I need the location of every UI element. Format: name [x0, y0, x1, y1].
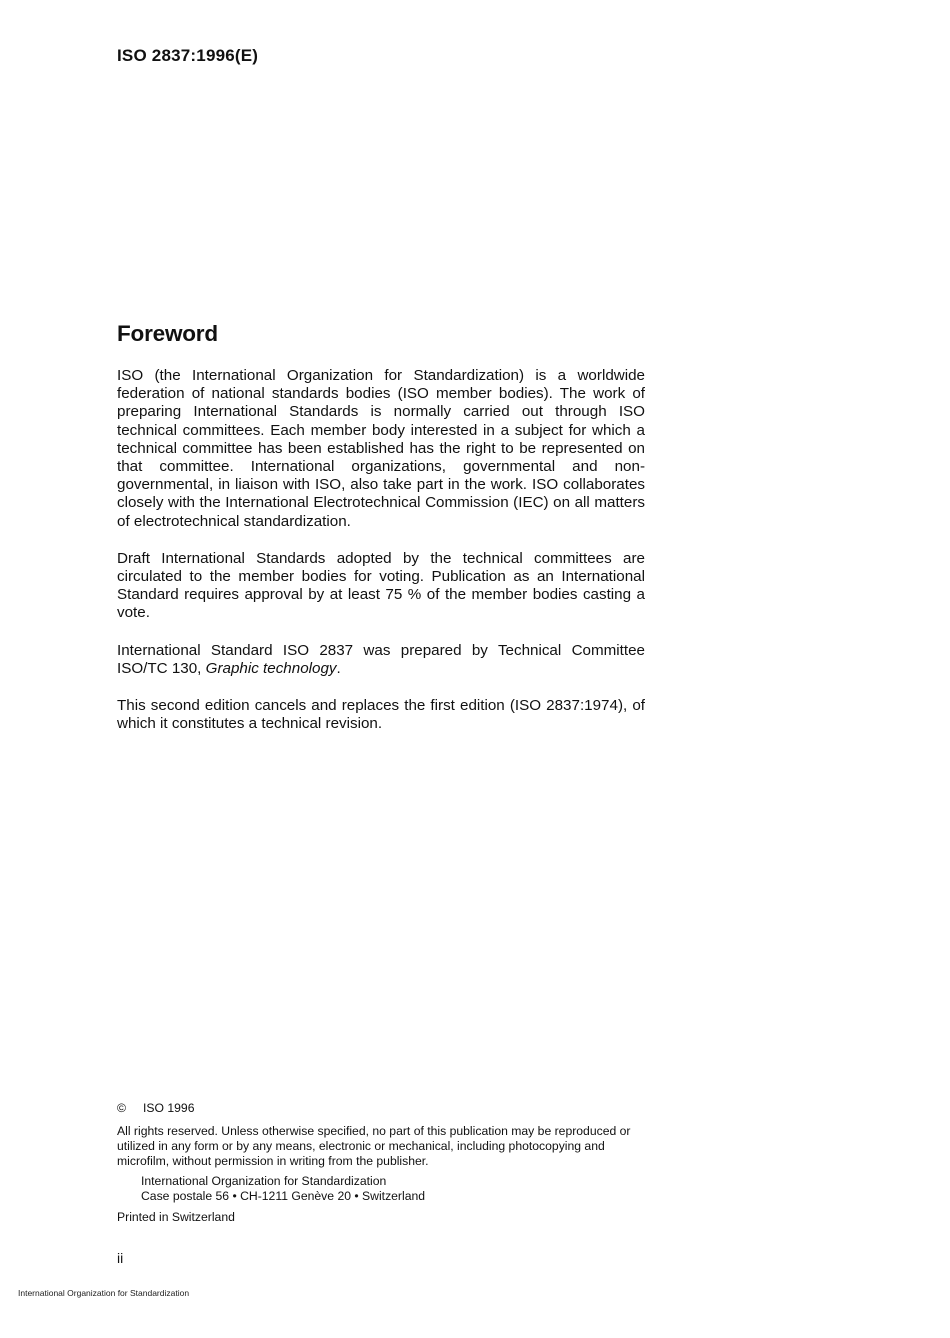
- copyright-year: ISO 1996: [143, 1101, 195, 1115]
- copyright-line: [117, 1101, 657, 1116]
- foreword-body: [117, 367, 645, 752]
- paragraph-3-text: International Standard ISO 2837 was prepared by Technical Committee ISO/TC 130,: [117, 641, 645, 677]
- foreword-paragraph-1: ISO (the International Organization for Standardization) is a worldwide federation of national standards bodies (ISO member bodies). The work of preparing International Standards is normally carried out through ISO technical committees. Each member body interested in a subject for which a technical committee has been established has the right to be represented on that committee. International organizations, governmental and non-governmental, in liaison with ISO, also take part in the work. ISO collaborates closely with the International Electrotechnical Commission (IEC) on all matters of electrotechnical standardization.: [117, 367, 645, 530]
- foreword-paragraph-3: [117, 642, 645, 678]
- copyright-icon: ©: [117, 1101, 126, 1115]
- publisher-location: Case postale 56 • CH-1211 Genève 20 • Switzerland: [141, 1189, 426, 1203]
- foreword-heading: Foreword: [117, 321, 218, 346]
- footer-note: International Organization for Standardization: [18, 1288, 190, 1298]
- printed-in: Printed in Switzerland: [117, 1210, 235, 1224]
- paragraph-3-end: .: [336, 659, 341, 677]
- rights-statement: All rights reserved. Unless otherwise specified, no part of this publication may be reproduced or utilized in any form or by any means, electronic or mechanical, including photocopying and microfilm, without permission in writing from the publisher.: [117, 1124, 631, 1168]
- document-code: ISO 2837:1996(E): [117, 46, 259, 65]
- copyright-block: [117, 1101, 657, 1225]
- publisher-name: International Organization for Standardization: [141, 1174, 387, 1188]
- foreword-paragraph-4: This second edition cancels and replaces the first edition (ISO 2837:1974), of which it constitutes a technical revision.: [117, 697, 645, 733]
- page-number: ii: [117, 1250, 124, 1266]
- committee-title: Graphic technology: [205, 659, 337, 677]
- publisher-address: [117, 1174, 657, 1204]
- foreword-paragraph-2: Draft International Standards adopted by the technical committees are circulated to the member bodies for voting. Publication as an International Standard requires approval by at least 75 % of the member bodies casting a vote.: [117, 549, 645, 622]
